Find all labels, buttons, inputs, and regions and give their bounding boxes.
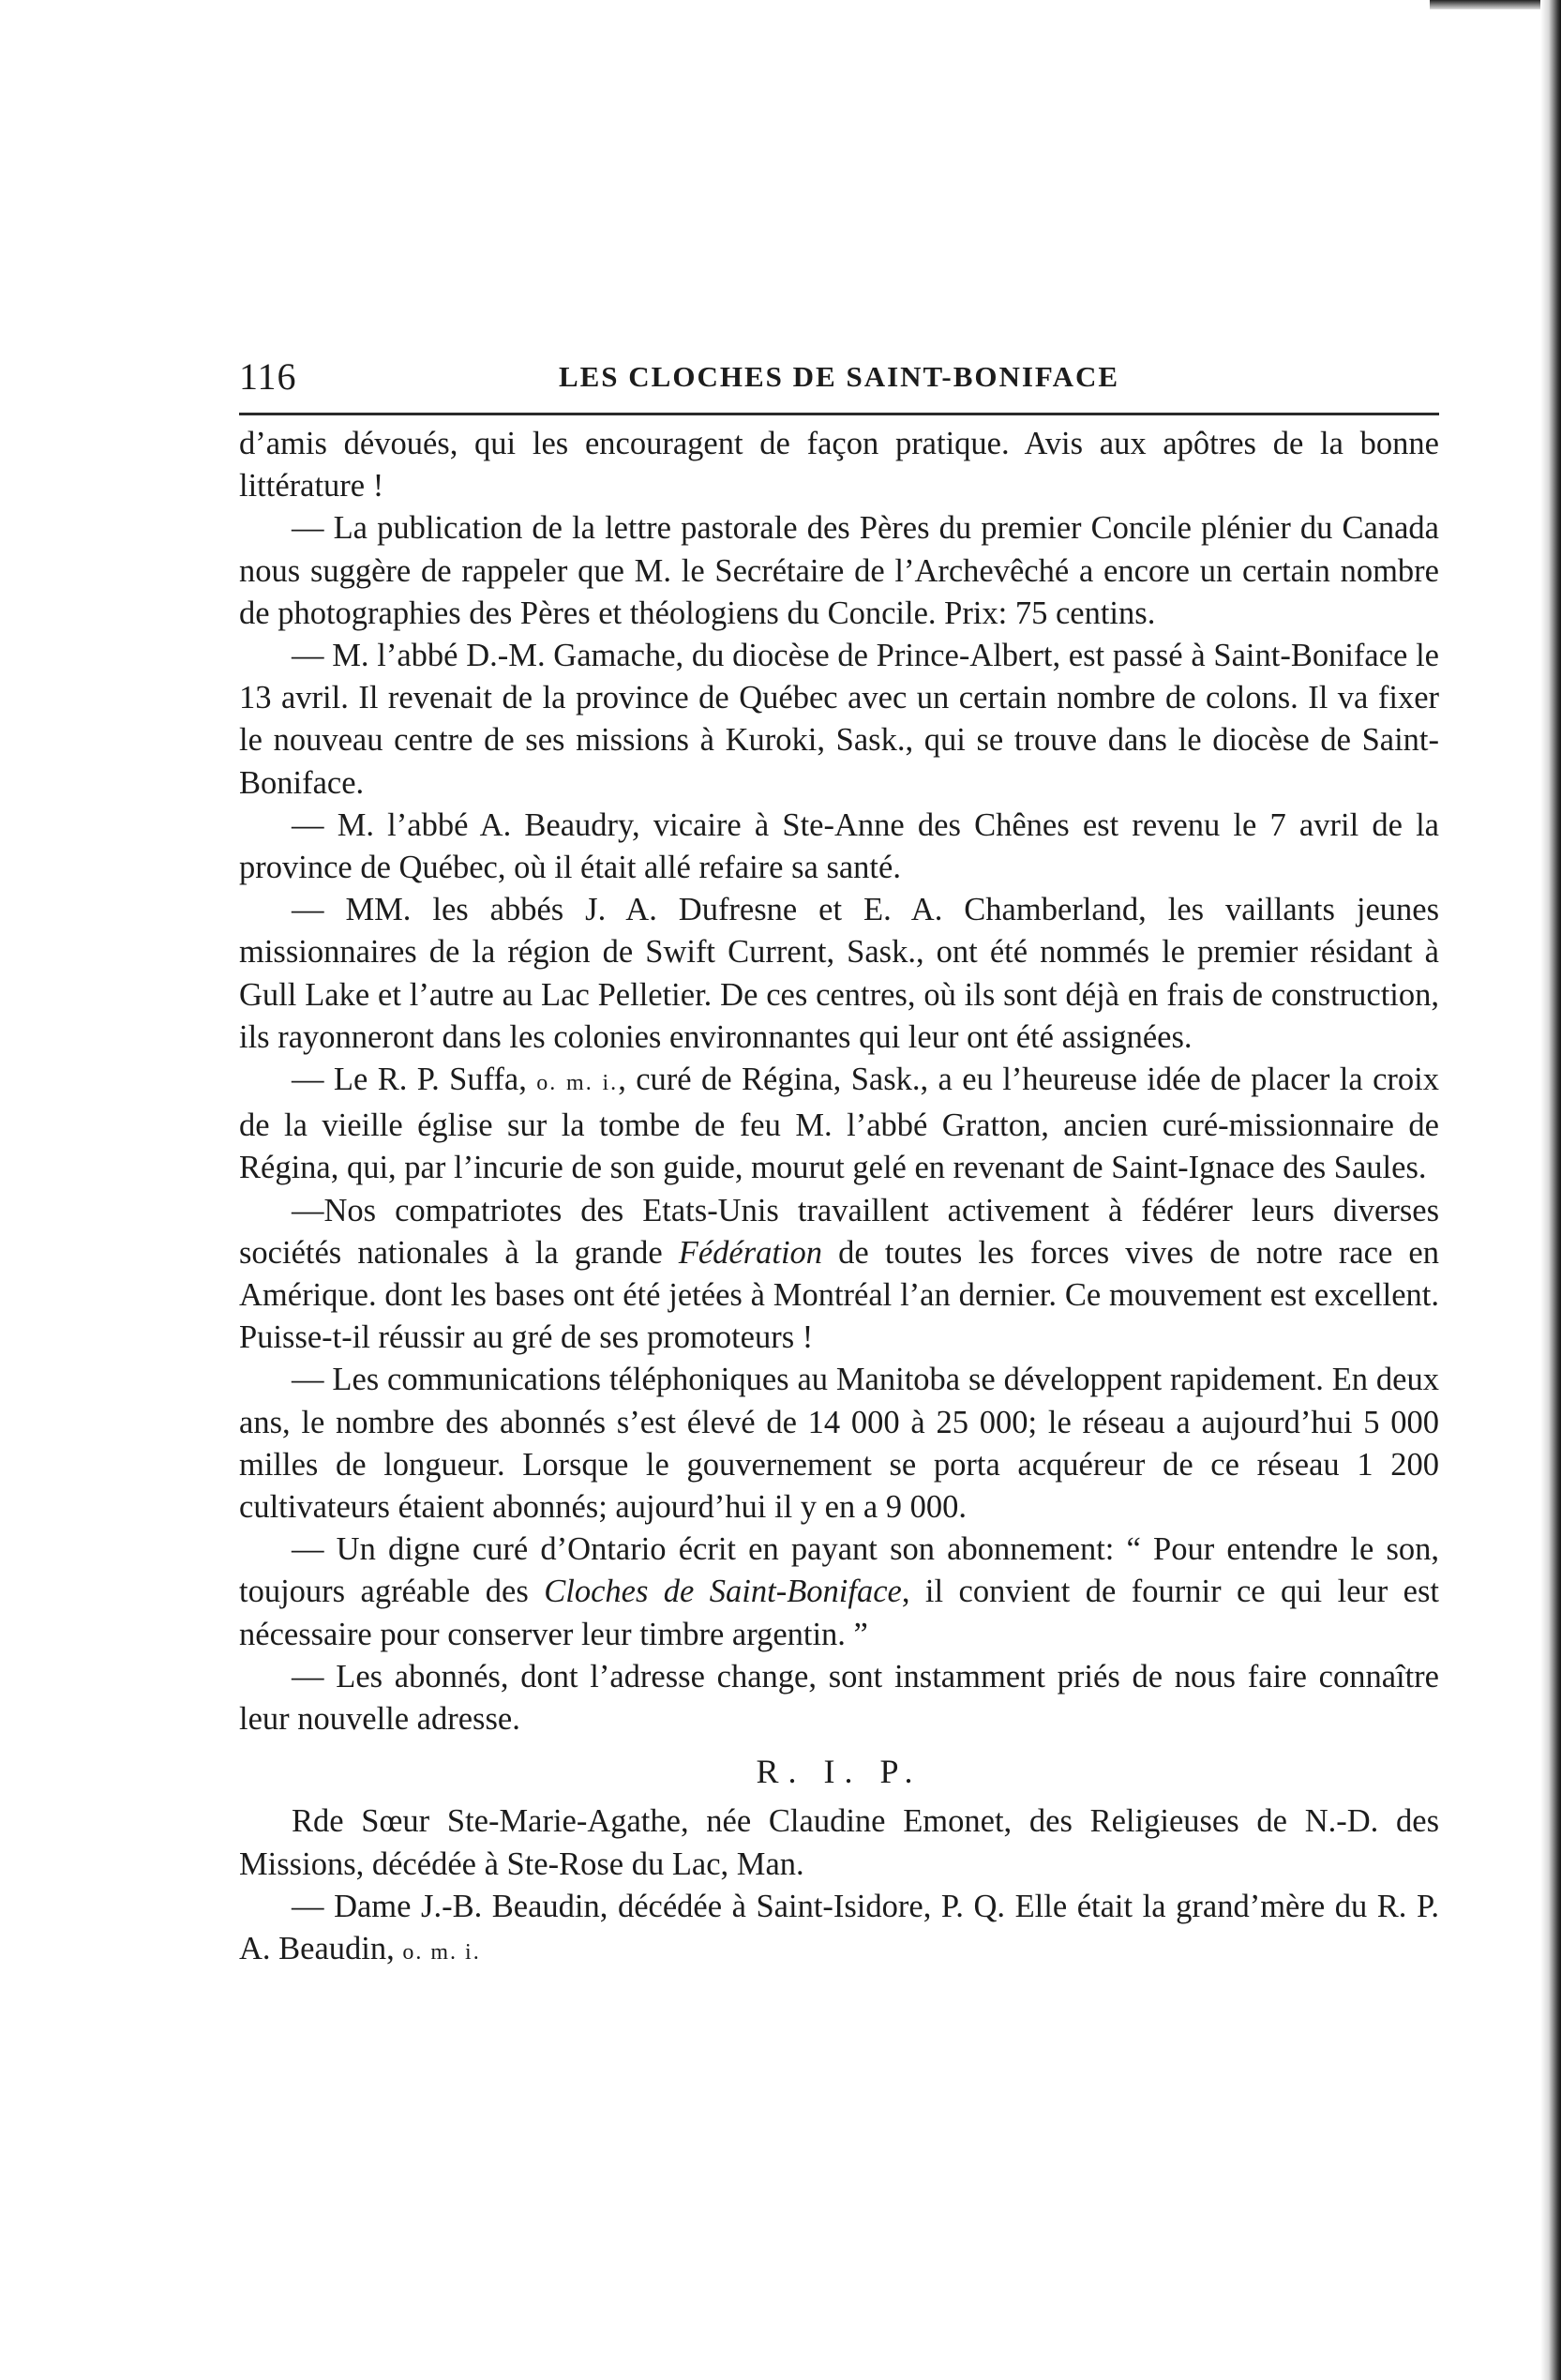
paragraph-pastoral-letter: — La publication de la lettre pastorale des Pères du premier Concile plénier du Canada nous suggère de rappeler que M. le Secrétaire de l’Archevêché a encore un certain nombre de photographies des Pères et théologiens du Concile. Prix: 75 centins. [239, 510, 1439, 631]
paragraph-federation-italic: Fédération [678, 1234, 823, 1271]
article-body [239, 423, 1439, 1974]
scanned-page [239, 347, 1439, 1974]
page-header [239, 347, 1439, 415]
paragraph-telephone: — Les communications téléphoniques au Manitoba se développent rapidement. En deux ans, le nombre des abonnés s’est élevé de 14 000 à 25 000; le réseau a aujourd’hui 5 000 milles de longueur. Lorsque le gouvernement se porta acquéreur de ce réseau 1 200 cultivateurs étaient abonnés; aujourd’hui il y en a 9 000. [239, 1362, 1439, 1526]
paragraph-federation-text-b: de toutes les forces vives de notre race en Amérique. dont les bases ont été jetées à Montréal l’an dernier. Ce mouvement est excellent. Puisse-t-il réussir au gré de ses promoteurs ! [239, 1234, 1439, 1356]
rip-entry-beaudin [239, 1886, 1439, 1974]
page-number: 116 [239, 355, 297, 398]
paragraph-continuation: d’amis dévoués, qui les encouragent de façon pratique. Avis aux apôtres de la bonne littérature ! [239, 426, 1439, 505]
paragraph-suffa-text-b: , curé de Régina, Sask., a eu l’heureuse idée de placer la croix de la vieille église sur la tombe de feu M. l’abbé Gratton, ancien curé-missionnaire de Régina, qui, par l’incurie de son guide, mourut gelé en revenant de Saint-Ignace des Saules. [239, 1062, 1440, 1186]
page-edge-shadow [1540, 0, 1561, 2380]
paragraph-ontario-italic: Cloches de Saint-Boniface [544, 1574, 902, 1610]
rip-entry-beaudin-omi: o. m. i. [402, 1939, 481, 1965]
paragraph-gamache: — M. l’abbé D.-M. Gamache, du diocèse de Prince-Albert, est passé à Saint-Boniface le 13 avril. Il revenait de la province de Québec avec un certain nombre de colons. Il va fixer le nouveau centre de ses missions à Kuroki, Sask., qui se trouve dans le diocèse de Saint-Boniface. [239, 638, 1439, 801]
rip-entry-sister: Rde Sœur Ste-Marie-Agathe, née Claudine Emonet, des Religieuses de N.-D. des Missions, décédée à Ste-Rose du Lac, Man. [239, 1803, 1439, 1882]
paragraph-address-change: — Les abonnés, dont l’adresse change, sont instamment priés de nous faire connaître leur nouvelle adresse. [239, 1658, 1439, 1738]
paragraph-dufresne-chamberland: — MM. les abbés J. A. Dufresne et E. A. Chamberland, les vaillants jeunes missionnaires de la région de Swift Current, Sask., ont été nommés le premier résidant à Gull Lake et l’autre au Lac Pelletier. De ces centres, où ils sont déjà en frais de construction, ils rayonneront dans les colonies environnantes qui leur ont été assignées. [239, 892, 1439, 1055]
paragraph-ontario-text-b: , il convient de fournir ce qui leur est nécessaire pour conserver leur timbre argentin. ” [239, 1574, 1439, 1652]
rip-entry-beaudin-text: — Dame J.-B. Beaudin, décédée à Saint-Isidore, P. Q. Elle était la grand’mère du R. P. A. Beaudin, [239, 1888, 1439, 1966]
rip-heading: R. I. P. [756, 1753, 923, 1791]
paragraph-suffa-omi: o. m. i. [536, 1071, 619, 1096]
paragraph-suffa-text-a: — Le R. P. Suffa, [292, 1062, 537, 1098]
paragraph-ontario-text-a: — Un digne curé d’Ontario écrit en payant son abonnement: “ Pour entendre le son, toujours agréable des [239, 1531, 1439, 1610]
paragraph-beaudry: — M. l’abbé A. Beaudry, vicaire à Ste-Anne des Chênes est revenu le 7 avril de la province de Québec, où il était allé refaire sa santé. [239, 806, 1439, 886]
running-title: LES CLOCHES DE SAINT-BONIFACE [558, 360, 1120, 393]
paragraph-suffa [239, 1059, 1439, 1190]
paragraph-federation-text-a: —Nos compatriotes des Etats-Unis travaillent activement à fédérer leurs diverses sociétés nationales à la grande [239, 1192, 1439, 1271]
paragraph-ontario-cure [239, 1529, 1439, 1656]
paragraph-federation [239, 1190, 1439, 1360]
